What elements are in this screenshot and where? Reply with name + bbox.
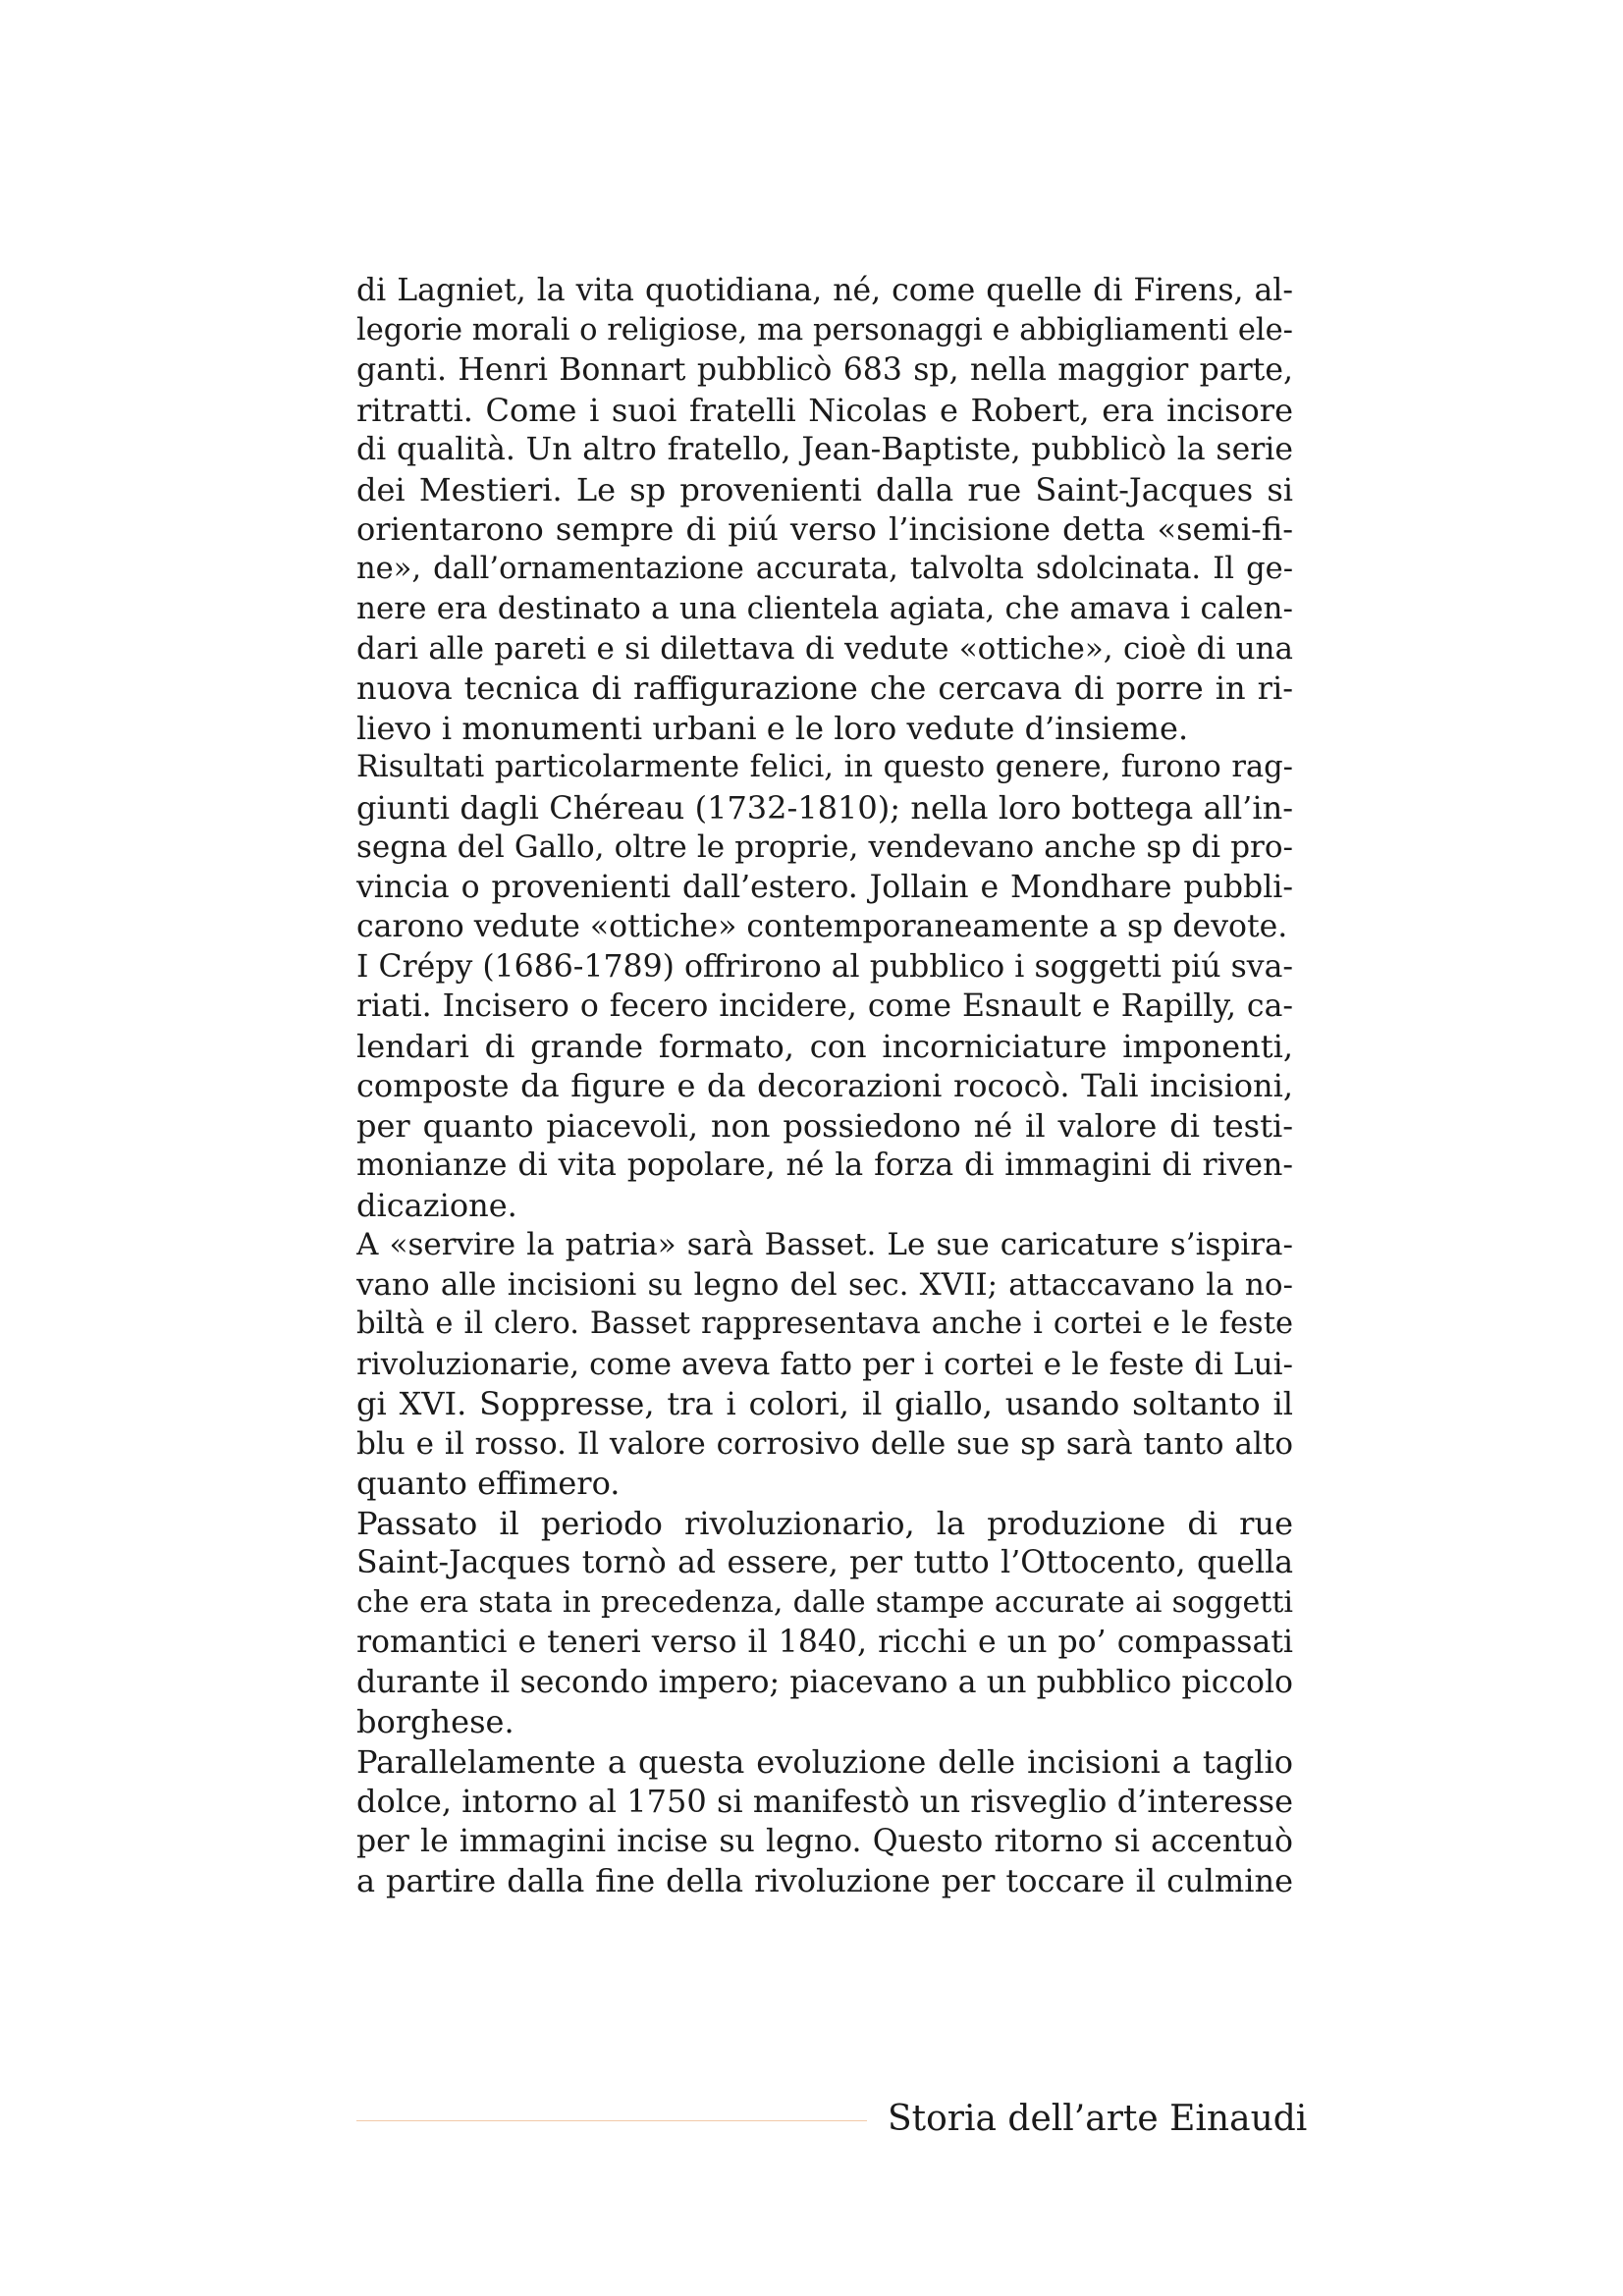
text-line: per le immagini incise su legno. Questo ritorno si accentuò (356, 1823, 1293, 1859)
text-line: nere era destinato a una clientela agiata, che amava i calen- (356, 591, 1293, 626)
text-line: carono vedute «ottiche» contemporaneamente a sp devote. (356, 909, 1288, 944)
text-line: A «servire la patria» sarà Basset. Le sue caricature s’ispira- (356, 1227, 1293, 1262)
body-text (356, 271, 1293, 1901)
text-line: vano alle incisioni su legno del sec. XVII; attaccavano la no- (356, 1266, 1293, 1303)
text-line: romantici e teneri verso il 1840, ricchi e un po’ compassati (356, 1625, 1293, 1660)
text-line: di Lagniet, la vita quotidiana, né, come quelle di Firens, al- (356, 273, 1293, 308)
text-line: Saint-Jacques tornò ad essere, per tutto l’Ottocento, quella (356, 1545, 1293, 1580)
text-line: biltà e il clero. Basset rappresentava anche i cortei e le feste (356, 1307, 1293, 1341)
text-line: I Crépy (1686-1789) offrirono al pubblico i soggetti piú sva- (356, 948, 1293, 985)
text-line: legorie morali o religiose, ma personaggi e abbigliamenti ele- (356, 312, 1293, 347)
text-line: borghese. (356, 1703, 514, 1740)
text-line: Risultati particolarmente felici, in questo genere, furono rag- (356, 750, 1293, 784)
text-line: gi XVI. Soppresse, tra i colori, il giallo, usando soltanto il (356, 1385, 1293, 1422)
text-line: nuova tecnica di raffigurazione che cercava di porre in ri- (356, 669, 1293, 707)
text-line: lendari di grande formato, con incorniciature imponenti, (356, 1027, 1293, 1065)
text-line: ritratti. Come i suoi fratelli Nicolas e Robert, era incisore (356, 391, 1293, 429)
footer-title: Storia dell’arte Einaudi (888, 2099, 1308, 2139)
text-line: ne», dall’ornamentazione accurata, talvolta sdolcinata. Il ge- (356, 551, 1293, 586)
text-line: Parallelamente a questa evoluzione delle incisioni a taglio (356, 1742, 1293, 1781)
text-line: riati. Incisero o fecero incidere, come Esnault e Rapilly, ca- (356, 988, 1293, 1024)
text-line: orientarono sempre di piú verso l’incisione detta «semi-fi- (356, 510, 1293, 548)
text-line: Passato il periodo rivoluzionario, la produzione di rue (356, 1504, 1293, 1542)
text-line: dolce, intorno al 1750 si manifestò un risveglio d’interesse (356, 1783, 1293, 1820)
text-line: quanto effimero. (356, 1465, 621, 1502)
text-line: che era stata in precedenza, dalle stampe accurate ai soggetti (356, 1584, 1293, 1620)
text-line: segna del Gallo, oltre le proprie, vendevano anche sp di pro- (356, 829, 1293, 865)
text-line: a partire dalla fine della rivoluzione per toccare il culmine (356, 1862, 1293, 1899)
text-line: per quanto piacevoli, non possiedono né il valore di testi- (356, 1106, 1293, 1145)
text-line: giunti dagli Chéreau (1732-1810); nella loro bottega all’in- (356, 788, 1293, 827)
text-line: dei Mestieri. Le sp provenienti dalla rue Saint-Jacques si (356, 470, 1293, 508)
footer-rule (356, 2120, 867, 2121)
text-line: dicazione. (356, 1186, 517, 1224)
text-line: di qualità. Un altro fratello, Jean-Baptiste, pubblicò la serie (356, 432, 1293, 467)
text-line: rivoluzionarie, come aveva fatto per i cortei e le feste di Lui- (356, 1346, 1293, 1382)
text-line: ganti. Henri Bonnart pubblicò 683 sp, nella maggior parte, (356, 352, 1293, 388)
text-line: durante il secondo impero; piacevano a un pubblico piccolo (356, 1664, 1293, 1700)
text-line: blu e il rosso. Il valore corrosivo delle sue sp sarà tanto alto (356, 1425, 1293, 1462)
text-line: dari alle pareti e si dilettava di vedute «ottiche», cioè di una (356, 630, 1293, 667)
text-line: vincia o provenienti dall’estero. Jollain e Mondhare pubbli- (356, 869, 1293, 905)
text-line: monianze di vita popolare, né la forza di immagini di riven- (356, 1148, 1293, 1183)
text-line: composte da figure e da decorazioni rococò. Tali incisioni, (356, 1067, 1293, 1104)
text-line: lievo i monumenti urbani e le loro vedute d’insieme. (356, 709, 1189, 747)
